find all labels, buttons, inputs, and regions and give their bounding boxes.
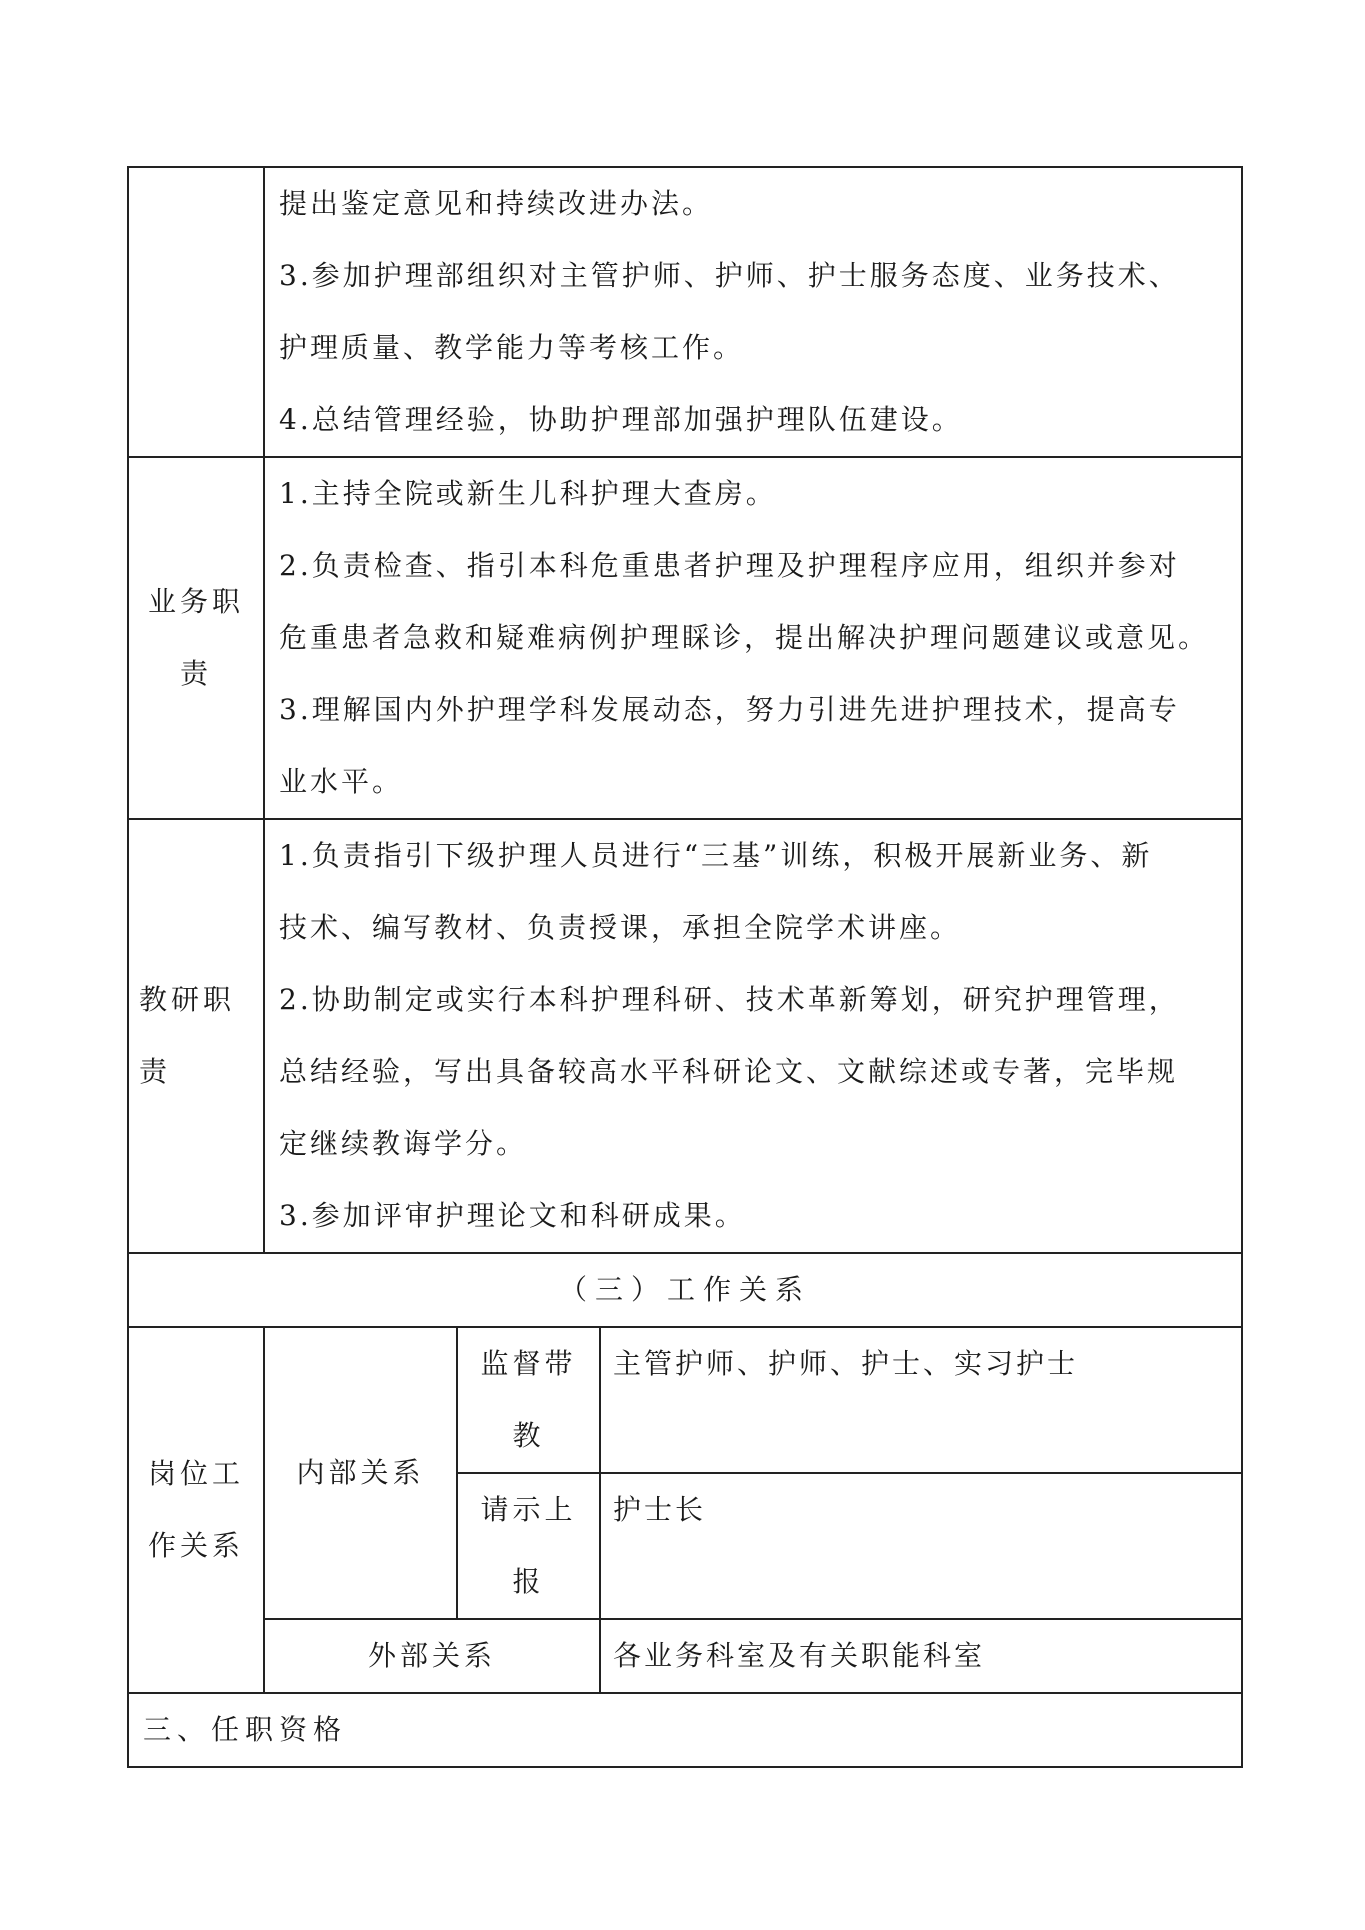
footer-title-row	[128, 1693, 1242, 1767]
label-line: 请示上	[480, 1493, 577, 1526]
text-line: 2.负责检查、指引本科危重患者护理及护理程序应用，组织并参对	[279, 549, 1180, 582]
supervise-label	[457, 1327, 600, 1473]
supervise-value: 主管护师、护师、护士、实习护士	[600, 1327, 1242, 1473]
label-line: 作关系	[147, 1529, 244, 1562]
business-duties-label	[128, 457, 264, 819]
text-line: 3.理解国内外护理学科发展动态，努力引进先进护理技术，提高专	[279, 693, 1180, 726]
label-line: 监督带	[480, 1347, 577, 1380]
text-line: 定继续教诲学分。	[279, 1127, 528, 1160]
section-title: （三）工作关系	[128, 1253, 1242, 1327]
footer-title: 三、任职资格	[128, 1693, 1242, 1767]
section-title-row	[128, 1253, 1242, 1327]
label-line: 报	[512, 1565, 545, 1598]
business-duties-text	[264, 457, 1242, 819]
research-duties-text	[264, 819, 1242, 1253]
text-line: 提出鉴定意见和持续改进办法。	[279, 187, 714, 220]
text-line: 4.总结管理经验，协助护理部加强护理队伍建设。	[279, 403, 963, 436]
business-duties-row	[128, 457, 1242, 819]
relations-row-external	[128, 1619, 1242, 1693]
text-line: 1.主持全院或新生儿科护理大查房。	[279, 477, 777, 510]
text-line: 护理质量、教学能力等考核工作。	[279, 331, 745, 364]
label-line: 业务职	[147, 585, 244, 618]
relations-row-supervise	[128, 1327, 1242, 1473]
continuation-label-cell	[128, 167, 264, 457]
label-line: 岗位工	[147, 1457, 244, 1490]
report-label	[457, 1473, 600, 1619]
internal-relations-label: 内部关系	[264, 1327, 457, 1619]
relations-label	[128, 1327, 264, 1693]
text-line: 危重患者急救和疑难病例护理睬诊，提出解决护理问题建议或意见。	[279, 621, 1210, 654]
continuation-row	[128, 167, 1242, 457]
text-line: 1.负责指引下级护理人员进行“三基”训练，积极开展新业务、新	[279, 839, 1153, 872]
text-line: 3.参加评审护理论文和科研成果。	[279, 1199, 746, 1232]
text-line: 2.协助制定或实行本科护理科研、技术革新筹划，研究护理管理，	[279, 983, 1180, 1016]
label-line: 责	[179, 657, 212, 690]
text-line: 业水平。	[279, 765, 404, 798]
label-line: 教研职	[139, 983, 236, 1016]
continuation-text-cell	[264, 167, 1242, 457]
text-line: 3.参加护理部组织对主管护师、护师、护士服务态度、业务技术、	[279, 259, 1180, 292]
text-line: 技术、编写教材、负责授课，承担全院学术讲座。	[279, 911, 962, 944]
label-line: 责	[139, 1055, 172, 1088]
research-duties-label	[128, 819, 264, 1253]
report-value: 护士长	[600, 1473, 1242, 1619]
job-description-document	[127, 166, 1241, 1768]
text-line: 总结经验，写出具备较高水平科研论文、文献综述或专著，完毕规	[279, 1055, 1179, 1088]
external-relations-label: 外部关系	[264, 1619, 600, 1693]
external-relations-value: 各业务科室及有关职能科室	[600, 1619, 1242, 1693]
research-duties-row	[128, 819, 1242, 1253]
duties-table	[127, 166, 1243, 1768]
label-line: 教	[512, 1419, 545, 1452]
